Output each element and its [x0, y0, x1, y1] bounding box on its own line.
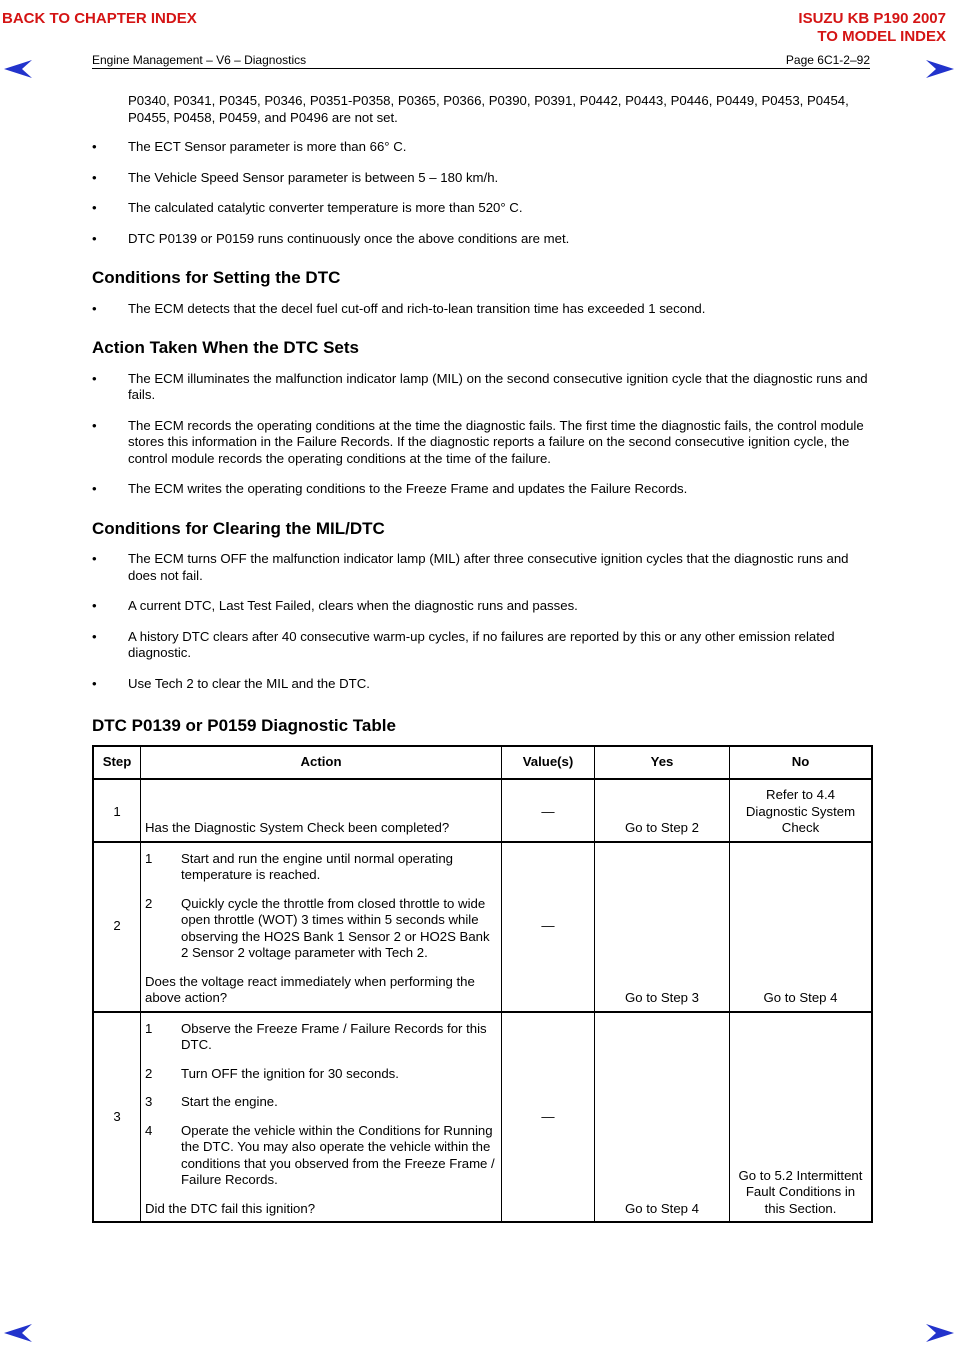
- list-item: • The ECM detects that the decel fuel cut-off and rich-to-lean transition time has exceeded 1 second.: [92, 300, 706, 316]
- bullet: •: [92, 551, 97, 566]
- to-model-index-link[interactable]: TO MODEL INDEX: [817, 28, 946, 45]
- bullet: •: [92, 598, 97, 613]
- previous-page-arrow-bottom-icon[interactable]: [4, 1324, 32, 1342]
- yes-cell: Go to Step 4: [595, 1012, 730, 1223]
- action-cell: [141, 842, 502, 1012]
- list-item: 1 Observe the Freeze Frame / Failure Records for this DTC.: [145, 1020, 487, 1052]
- value-cell: —: [502, 1012, 595, 1223]
- bullet: •: [92, 200, 97, 215]
- list-item: 2 Turn OFF the ignition for 30 seconds.: [145, 1065, 399, 1081]
- column-header: Value(s): [502, 746, 595, 779]
- previous-page-arrow-icon[interactable]: [4, 60, 32, 78]
- section-header: Engine Management – V6 – Diagnostics: [92, 53, 307, 67]
- action-question: Has the Diagnostic System Check been completed?: [145, 820, 450, 835]
- yes-cell: Go to Step 2: [595, 779, 730, 842]
- action-heading: Action Taken When the DTC Sets: [92, 338, 359, 357]
- next-page-arrow-bottom-icon[interactable]: [926, 1324, 954, 1342]
- bullet: •: [92, 169, 97, 185]
- setting-heading: Conditions for Setting the DTC: [92, 268, 341, 287]
- action-cell: [141, 779, 502, 842]
- header-rule: [92, 68, 870, 69]
- list-item: • The Vehicle Speed Sensor parameter is between 5 – 180 km/h.: [92, 169, 499, 185]
- intro-continuation: P0340, P0341, P0345, P0346, P0351-P0358, P0365, P0366, P0390, P0391, P0442, P0443, P0446, P0449, P0453, P0454, P0455, P0458, P0459, and P0496 are not set.: [128, 93, 849, 125]
- list-item: • A history DTC clears after 40 consecutive warm-up cycles, if no failures are reported by this or any other emission related diagnostic.: [92, 628, 835, 660]
- action-question: Did the DTC fail this ignition?: [145, 1200, 316, 1216]
- yes-cell: Go to Step 3: [595, 842, 730, 1012]
- bullet: •: [92, 139, 97, 154]
- action-steps: [145, 851, 497, 962]
- back-to-chapter-index-link[interactable]: BACK TO CHAPTER INDEX: [2, 10, 197, 27]
- no-cell: Go to Step 4: [730, 842, 873, 1012]
- model-title: ISUZU KB P190 2007: [798, 10, 946, 27]
- table-row: [93, 779, 872, 842]
- bullet: •: [92, 417, 97, 433]
- action-question: Does the voltage react immediately when performing the above action?: [145, 973, 475, 1005]
- list-item: • The ECM turns OFF the malfunction indicator lamp (MIL) after three consecutive ignition cycles that the diagnostic runs and does not fail.: [92, 551, 849, 583]
- table-header-row: [93, 746, 872, 779]
- list-item: 4 Operate the vehicle within the Conditions for Running the DTC. You may also operate the vehicle within the conditions that you observed from the Freeze Frame / Failure Records.: [145, 1122, 495, 1187]
- no-cell: Refer to 4.4 Diagnostic System Check: [730, 779, 873, 842]
- list-item: • The ECM illuminates the malfunction indicator lamp (MIL) on the second consecutive ignition cycle that the diagnostic runs and fails.: [92, 370, 868, 402]
- document-body: [92, 93, 872, 1223]
- step-number: 3: [93, 1012, 141, 1223]
- next-page-arrow-icon[interactable]: [926, 60, 954, 78]
- table-row: [93, 842, 872, 1012]
- list-item: • A current DTC, Last Test Failed, clears when the diagnostic runs and passes.: [92, 598, 578, 613]
- bullet: •: [92, 300, 97, 316]
- bullet: •: [92, 370, 97, 386]
- action-steps: [145, 1021, 497, 1189]
- list-item: • DTC P0139 or P0159 runs continuously once the above conditions are met.: [92, 230, 570, 246]
- no-cell: Go to 5.2 Intermittent Fault Conditions in this Section.: [730, 1012, 873, 1223]
- list-item: • The calculated catalytic converter temperature is more than 520° C.: [92, 200, 523, 215]
- column-header: No: [730, 746, 873, 779]
- list-item: 1 Start and run the engine until normal operating temperature is reached.: [145, 850, 453, 882]
- bullet: •: [92, 628, 97, 644]
- bullet: •: [92, 481, 97, 496]
- step-number: 2: [93, 842, 141, 1012]
- action-cell: [141, 1012, 502, 1223]
- page-number: Page 6C1-2–92: [785, 53, 870, 67]
- bullet: •: [92, 230, 97, 246]
- table-row: [93, 1012, 872, 1223]
- list-item: 2 Quickly cycle the throttle from closed throttle to wide open throttle (WOT) 3 times within 5 seconds while observing the HO2S Bank 1 Sensor 2 or HO2S Bank 2 Sensor 2 voltage parameter with Tech 2.: [145, 895, 490, 960]
- run-conditions-list: [92, 139, 872, 247]
- diagnostic-table: [92, 745, 873, 1224]
- list-item: 3 Start the engine.: [145, 1094, 278, 1109]
- table-title: DTC P0139 or P0159 Diagnostic Table: [92, 716, 396, 735]
- column-header: Action: [141, 746, 502, 779]
- column-header: Step: [93, 746, 141, 779]
- bullet: •: [92, 675, 97, 691]
- value-cell: —: [502, 842, 595, 1012]
- clearing-heading: Conditions for Clearing the MIL/DTC: [92, 518, 385, 538]
- column-header: Yes: [595, 746, 730, 779]
- step-number: 1: [93, 779, 141, 842]
- list-item: • The ECM records the operating conditions at the time the diagnostic fails. The first time the diagnostic fails, the control module stores this information in the Failure Records. If the diagnostic reports a failure on the second consecutive ignition cycle, the control module records the operating conditions at the time of the failure.: [92, 417, 864, 466]
- list-item: • The ECT Sensor parameter is more than 66° C.: [92, 139, 407, 154]
- list-item: • The ECM writes the operating conditions to the Freeze Frame and updates the Failure Records.: [92, 481, 688, 496]
- model-index-link[interactable]: [798, 10, 946, 46]
- list-item: • Use Tech 2 to clear the MIL and the DTC.: [92, 675, 370, 691]
- value-cell: —: [502, 779, 595, 842]
